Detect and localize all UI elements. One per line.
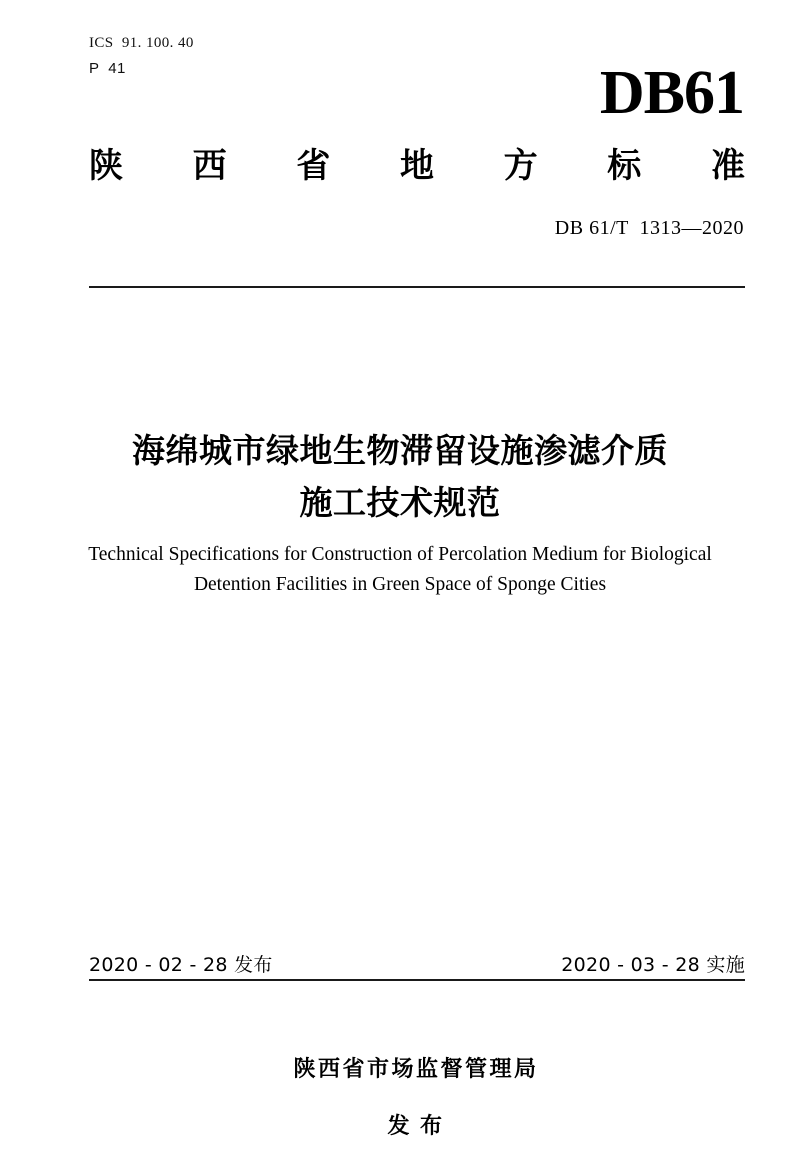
title-cn-line-2: 施工技术规范 (299, 483, 501, 523)
category-char-2: 西 (192, 146, 227, 186)
ics-code: ICS 91. 100. 40 (89, 35, 194, 51)
footer-divider (89, 979, 745, 981)
title-en-line-2: Detention Facilities in Green Space of Sponge Cities (193, 573, 607, 595)
category-char-7: 准 (710, 146, 745, 186)
implementation-date: 2020 - 03 - 28 实施 (561, 954, 745, 976)
header-divider (89, 286, 745, 288)
publisher-row (0, 1026, 800, 1166)
standard-category-line (89, 146, 745, 187)
category-char-6: 标 (607, 146, 642, 186)
classification-code: P 41 (89, 59, 126, 77)
standard-logo: DB61 (599, 59, 744, 127)
document-title-english (0, 540, 800, 599)
category-char-1: 陕 (89, 146, 123, 186)
publisher-action: 发 布 (387, 1113, 445, 1138)
publisher-name: 陕西省市场监督管理局 (293, 1056, 539, 1081)
document-title-chinese (0, 425, 800, 529)
issue-date: 2020 - 02 - 28 发布 (89, 954, 273, 976)
standard-number: DB 61/T 1313—2020 (554, 217, 744, 239)
category-char-3: 省 (296, 146, 331, 186)
dates-row (89, 950, 745, 977)
title-cn-line-1: 海绵城市绿地生物滞留设施渗滤介质 (132, 431, 668, 470)
category-char-4: 地 (399, 146, 434, 186)
category-char-5: 方 (503, 146, 538, 186)
header-codes (89, 33, 194, 80)
title-en-line-1: Technical Specifications for Construction of Percolation Medium for Biological (88, 544, 712, 565)
